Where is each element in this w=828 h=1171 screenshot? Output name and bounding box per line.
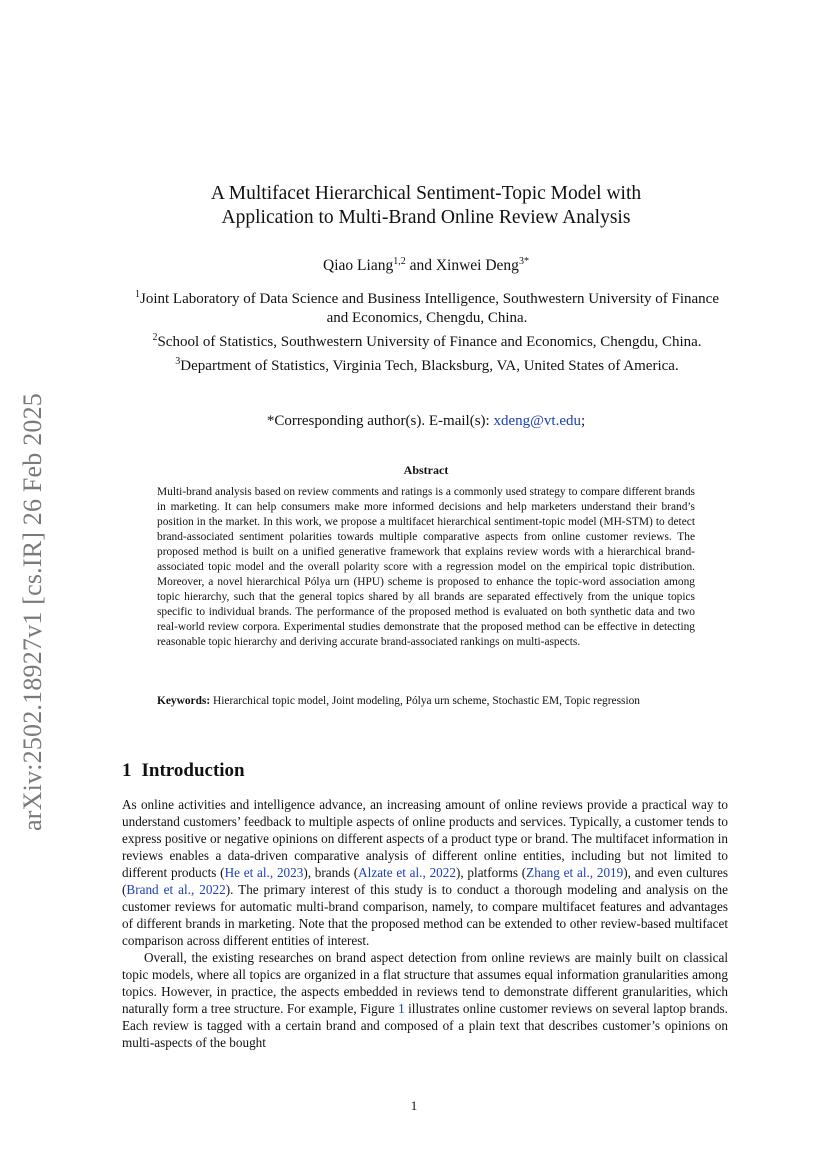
paragraph [122,949,728,1051]
paper-title [120,182,732,230]
keywords-text: Hierarchical topic model, Joint modeling, Pólya urn scheme, Stochastic EM, Topic regression [210,695,640,707]
paragraph-text: As online activities and intelligence advance, an increasing amount of online reviews provide a practical way to understand customers’ feedback to multiple aspects of online products and services. Typically, a customer tends to express positive or negative opinions on different aspects of a product type or brand. The multifacet information in reviews enables a data-driven comparative analysis of different online entities, including but not limited to different products ( [122,797,728,880]
citation-link[interactable]: Alzate et al., 2022 [358,865,456,880]
citation-link[interactable]: Zhang et al., 2019 [526,865,624,880]
title-line-2: Application to Multi-Brand Online Review Analysis [221,207,631,228]
keywords-label: Keywords: [157,695,211,707]
body-text [122,796,728,1051]
author-affiliation-marker: 1,2 [393,256,406,267]
corresponding-suffix: ; [581,413,586,429]
email-link[interactable]: xdeng@vt.edu [493,413,581,429]
corresponding-prefix: *Corresponding author(s). E-mail(s): [266,413,494,429]
affiliation-item [132,285,722,328]
arxiv-identifier: arXiv:2502.18927v1 [cs.IR] 26 Feb 2025 [18,393,47,831]
affiliation-item [132,328,722,352]
arxiv-side-stamp [13,372,53,852]
affiliation-text: Department of Statistics, Virginia Tech, Blacksburg, VA, United States of America. [180,358,679,374]
paragraph-text: ), and even cultures ( [122,865,728,897]
author-affiliation-marker: 3* [518,256,529,267]
section-title: Introduction [141,760,245,781]
affiliation-marker: 1 [134,289,140,300]
affiliation-text: Joint Laboratory of Data Science and Business Intelligence, Southwestern University of Finance and Economics, Chengdu, China. [139,291,720,326]
affiliation-marker: 2 [152,332,158,343]
author-list [120,256,732,275]
figure-reference-link[interactable]: 1 [398,1001,405,1016]
section-number: 1 [122,760,132,781]
author-name: Qiao Liang [323,257,394,275]
author-name: Xinwei Deng [435,257,519,275]
paragraph-text: Overall, the existing researches on brand aspect detection from online reviews are mainly built on classical topic models, where all topics are organized in a flat structure that assumes equal information granularities among topics. However, in practice, the aspects embedded in reviews tend to demonstrate different granularities, which naturally form a tree structure. For example, Figure [122,950,728,1016]
affiliation-text: School of Statistics, Southwestern University of Finance and Economics, Chengdu, China. [157,334,702,350]
author-separator: and [405,257,436,275]
citation-link[interactable]: He et al., 2023 [224,865,304,880]
affiliation-marker: 3 [175,356,181,367]
paragraph-text: ), brands ( [303,865,359,880]
keywords [157,695,717,707]
page-number: 1 [410,1098,418,1113]
paragraph [122,796,728,949]
affiliations [132,285,722,376]
abstract-text: Multi-brand analysis based on review comments and ratings is a commonly used strategy to compare different brands in marketing. It can help consumers make more informed decisions and help marketers understand their brand’s position in the market. In this work, we propose a multifacet hierarchical sentiment-topic model (MH-STM) to detect brand-associated sentiment polarities towards multiple comparative aspects from online customer reviews. The proposed method is built on a unified generative framework that explains review words with a hierarchical brand-associated topic model and the overall polarity score with a regression model on the empirical topic distribution. Moreover, a novel hierarchical Pólya urn (HPU) scheme is proposed to enhance the topic-word association among topic hierarchy, such that the general topics shared by all brands are separated effectively from the unique topics specific to individual brands. The performance of the proposed method is evaluated on both synthetic data and two real-world review corpora. Experimental studies demonstrate that the proposed method can be effective in detecting reasonable topic hierarchy and deriving accurate brand-associated rankings on multi-aspects. [157,486,695,648]
citation-link[interactable]: Brand et al., 2022 [126,882,226,897]
section-heading [122,760,245,782]
paragraph-text: illustrates online customer reviews on several laptop brands. Each review is tagged with a certain brand and composed of a plain text that describes customer’s opinions on multi-aspects of the bought [122,1001,728,1050]
abstract-heading: Abstract [403,463,449,477]
corresponding-author [120,413,732,430]
title-line-1: A Multifacet Hierarchical Sentiment-Topic Model with [210,183,642,204]
paragraph-text: ). The primary interest of this study is to conduct a thorough modeling and analysis on the customer reviews for automatic multi-brand comparison, namely, to compare multifacet features and advantages of different brands in marketing. Note that the proposed method can be extended to other review-based multifacet comparison across different entities of interest. [122,882,728,948]
paragraph-text: ), platforms ( [455,865,527,880]
affiliation-item [132,352,722,376]
